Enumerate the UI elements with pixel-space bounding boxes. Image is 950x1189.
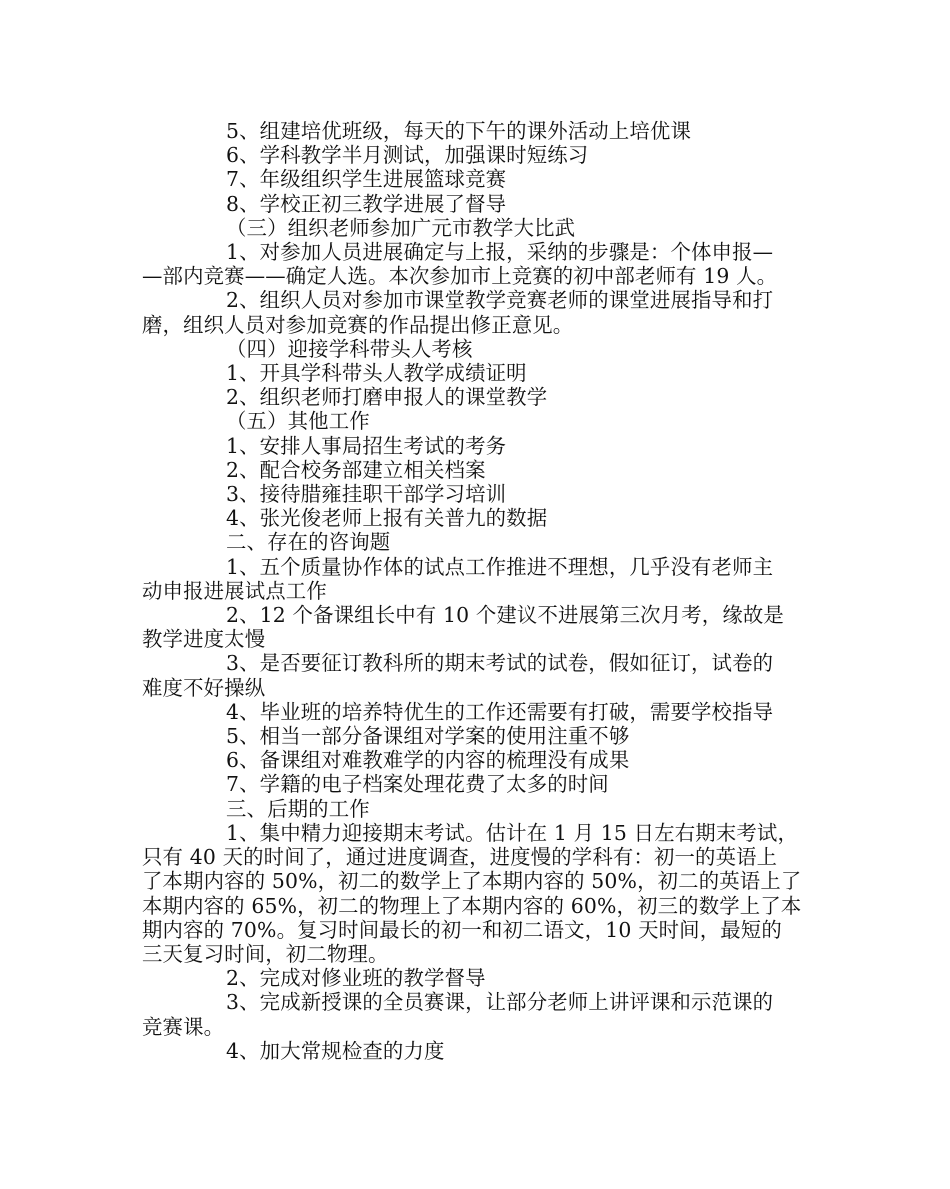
text-line: 期内容的 70%。复习时间最长的初一和初二语文，10 天时间，最短的 [142,917,782,942]
text-line: 6、备课组对难教难学的内容的梳理没有成果 [226,748,630,773]
text-line: 磨，组织人员对参加竞赛的作品提出修正意见。 [142,312,574,337]
text-line: 7、学籍的电子档案处理花费了太多的时间 [226,772,609,797]
text-line: 4、加大常规检查的力度 [226,1038,445,1063]
text-line: 难度不好操纵 [142,675,266,700]
section-heading: （四）迎接学科带头人考核 [226,336,473,361]
section-heading: （五）其他工作 [226,409,370,434]
text-line: 2、组织老师打磨申报人的课堂教学 [226,385,548,410]
text-line: 1、五个质量协作体的试点工作推进不理想，几乎没有老师主 [226,554,774,579]
text-line: 4、毕业班的培养特优生的工作还需要有打破，需要学校指导 [226,699,774,724]
section-heading: （三）组织老师参加广元市教学大比武 [226,215,576,240]
text-line: 6、学科教学半月测试，加强课时短练习 [226,143,589,168]
text-line: 3、完成新授课的全员赛课，让部分老师上讲评课和示范课的 [226,990,774,1015]
text-line: 本期内容的 65%，初二的物理上了本期内容的 60%，初三的数学上了本 [142,893,802,918]
text-line: 2、配合校务部建立相关档案 [226,457,486,482]
text-line: 1、对参加人员进展确定与上报，采纳的步骤是：个体申报— [226,240,774,265]
text-line: 5、相当一部分备课组对学案的使用注重不够 [226,724,630,749]
text-line: 2、12 个备课组长中有 10 个建议不进展第三次月考，缘故是 [226,603,784,628]
text-line: 2、组织人员对参加市课堂教学竞赛老师的课堂进展指导和打 [226,288,774,313]
text-line: 三天复习时间，初二物理。 [142,941,389,966]
text-line: 5、组建培优班级，每天的下午的课外活动上培优课 [226,119,692,143]
text-line: 2、完成对修业班的教学督导 [226,966,486,991]
text-line: 了本期内容的 50%，初二的数学上了本期内容的 50%，初二的英语上了 [142,869,802,894]
text-line: 教学进度太慢 [142,627,266,652]
text-line: 只有 40 天的时间了，通过进度调查，进度慢的学科有：初一的英语上 [142,845,778,870]
text-line: 7、年级组织学生进展篮球竞赛 [226,167,507,192]
text-line: 动申报进展试点工作 [142,578,327,603]
text-line: 1、集中精力迎接期末考试。估计在 1 月 15 日左右期末考试， [226,820,798,845]
text-line: 4、张光俊老师上报有关普九的数据 [226,506,548,531]
document-body [142,119,812,1063]
section-heading: 三、后期的工作 [226,796,370,821]
text-line: —部内竞赛——确定人选。本次参加市上竞赛的初中部老师有 19 人。 [142,264,778,289]
text-line: 8、学校正初三教学进展了督导 [226,191,507,216]
text-line: 3、是否要征订教科所的期末考试的试卷，假如征订，试卷的 [226,651,774,676]
text-line: 1、安排人事局招生考试的考务 [226,433,507,458]
text-line: 1、开具学科带头人教学成绩证明 [226,361,527,386]
text-line: 竞赛课。 [142,1014,225,1039]
section-heading: 二、存在的咨询题 [226,530,391,555]
text-line: 3、接待腊雍挂职干部学习培训 [226,482,507,507]
